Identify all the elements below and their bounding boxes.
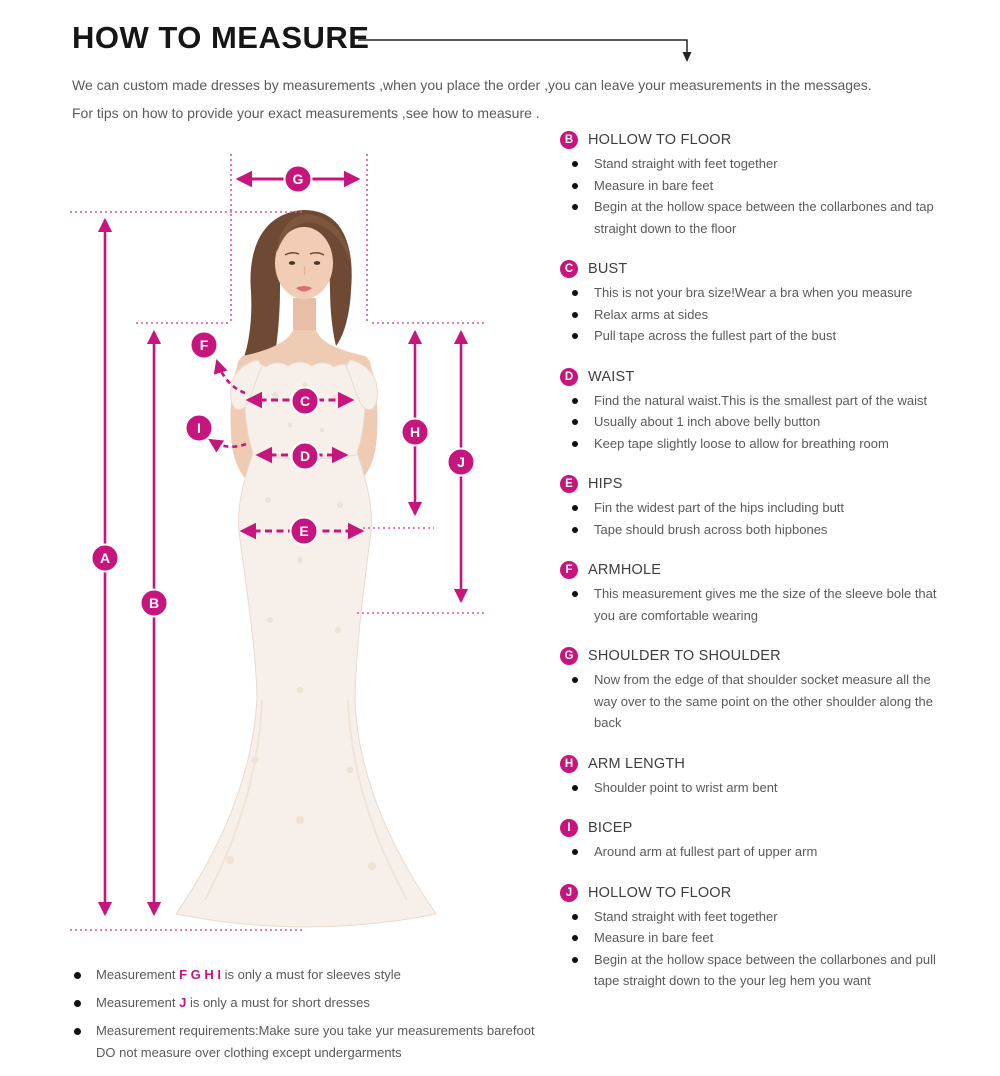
bullet-item: Measure in bare feet [560, 927, 960, 949]
section-title: BICEP [588, 820, 633, 836]
letter-badge-i: I [560, 819, 578, 837]
bullet-item: Find the natural waist.This is the smallest part of the waist [560, 390, 960, 412]
marker-d-badge [292, 443, 319, 470]
svg-text:A: A [99, 550, 111, 566]
intro-text [72, 76, 952, 132]
section-title: HOLLOW TO FLOOR [588, 884, 732, 901]
measurement-notes [72, 964, 552, 1070]
bullet-item: Usually about 1 inch above belly button [560, 411, 960, 433]
bullet-item: Fin the widest part of the hips including butt [560, 497, 960, 519]
letter-badge-h: H [560, 755, 578, 773]
bullet-item: This is not your bra size!Wear a bra when you measure [560, 282, 960, 304]
section-title: WAIST [588, 368, 635, 385]
highlight-letters: J [179, 995, 187, 1010]
section-title: SHOULDER TO SHOULDER [588, 648, 781, 664]
marker-g-badge [285, 166, 312, 193]
bullet-item: This measurement gives me the size of the sleeve bole that you are comfortable wearing [560, 583, 960, 626]
bullet-item: Around arm at fullest part of upper arm [560, 841, 960, 863]
marker-i-badge [186, 415, 213, 442]
letter-badge-b: B [560, 131, 578, 149]
letter-badge-f: F [560, 561, 578, 579]
letter-badge-d: D [560, 368, 578, 386]
svg-text:F: F [199, 337, 209, 353]
intro-line-2: For tips on how to provide your exact measurements ,see how to measure . [72, 105, 540, 121]
measurement-diagram [60, 140, 540, 970]
section-hollow-to-floor-j [560, 884, 960, 992]
model-illustration [176, 210, 436, 927]
section-title: BUST [588, 261, 628, 277]
page-title: HOW TO MEASURE [72, 20, 370, 55]
marker-e-badge [291, 518, 318, 545]
svg-text:D: D [299, 448, 311, 464]
measurement-instructions [560, 131, 960, 1013]
section-armhole-f [560, 561, 960, 626]
section-bicep-i [560, 819, 960, 863]
bullet-item: Keep tape slightly loose to allow for breathing room [560, 433, 960, 455]
intro-line-1: We can custom made dresses by measurements ,when you place the order ,you can leave your measurements in the messages. [72, 77, 872, 93]
marker-h-badge [402, 419, 429, 446]
section-arm-length-h [560, 755, 960, 799]
letter-badge-e: E [560, 475, 578, 493]
note-item: Measurement J is only a must for short dresses [72, 992, 536, 1014]
letter-badge-c: C [560, 260, 578, 278]
note-item: Measurement requirements:Make sure you take yur measurements barefoot DO not measure over clothing except undergarments [72, 1020, 536, 1064]
section-title: HOLLOW TO FLOOR [588, 132, 732, 148]
svg-text:G: G [292, 171, 304, 187]
letter-badge-j: J [560, 884, 578, 902]
svg-text:I: I [197, 420, 201, 436]
bullet-item: Begin at the hollow space between the collarbones and pull tape straight down to the your leg hem you want [560, 949, 960, 992]
section-waist-d [560, 368, 960, 455]
section-bust-c [560, 260, 960, 347]
bullet-item: Stand straight with feet together [560, 906, 960, 928]
section-hollow-to-floor-b [560, 131, 960, 239]
bullet-item: Pull tape across the fullest part of the bust [560, 325, 960, 347]
marker-b-badge [141, 590, 168, 617]
section-hips-e [560, 475, 960, 540]
note-item: Measurement F G H I is only a must for sleeves style [72, 964, 536, 986]
svg-text:H: H [409, 424, 421, 440]
marker-f-badge [191, 332, 218, 359]
svg-text:E: E [299, 523, 309, 539]
bullet-item: Begin at the hollow space between the collarbones and tap straight down to the floor [560, 196, 960, 239]
bullet-item: Measure in bare feet [560, 175, 960, 197]
section-shoulder-to-shoulder-g [560, 647, 960, 734]
marker-a-badge [92, 545, 119, 572]
bullet-item: Stand straight with feet together [560, 153, 960, 175]
svg-text:B: B [148, 595, 160, 611]
section-title: ARM LENGTH [588, 755, 686, 772]
marker-c-badge [292, 388, 319, 415]
letter-badge-g: G [560, 647, 578, 665]
marker-j-badge [448, 449, 475, 476]
bullet-item: Now from the edge of that shoulder socket measure all the way over to the same point on the other shoulder along the back [560, 669, 939, 734]
bullet-item: Relax arms at sides [560, 304, 960, 326]
highlight-letters: F G H I [179, 967, 221, 982]
section-title: ARMHOLE [588, 562, 662, 578]
section-title: HIPS [588, 476, 623, 492]
svg-text:C: C [299, 393, 311, 409]
svg-text:J: J [457, 454, 465, 470]
bullet-item: Tape should brush across both hipbones [560, 519, 960, 541]
bullet-item: Shoulder point to wrist arm bent [560, 777, 960, 799]
